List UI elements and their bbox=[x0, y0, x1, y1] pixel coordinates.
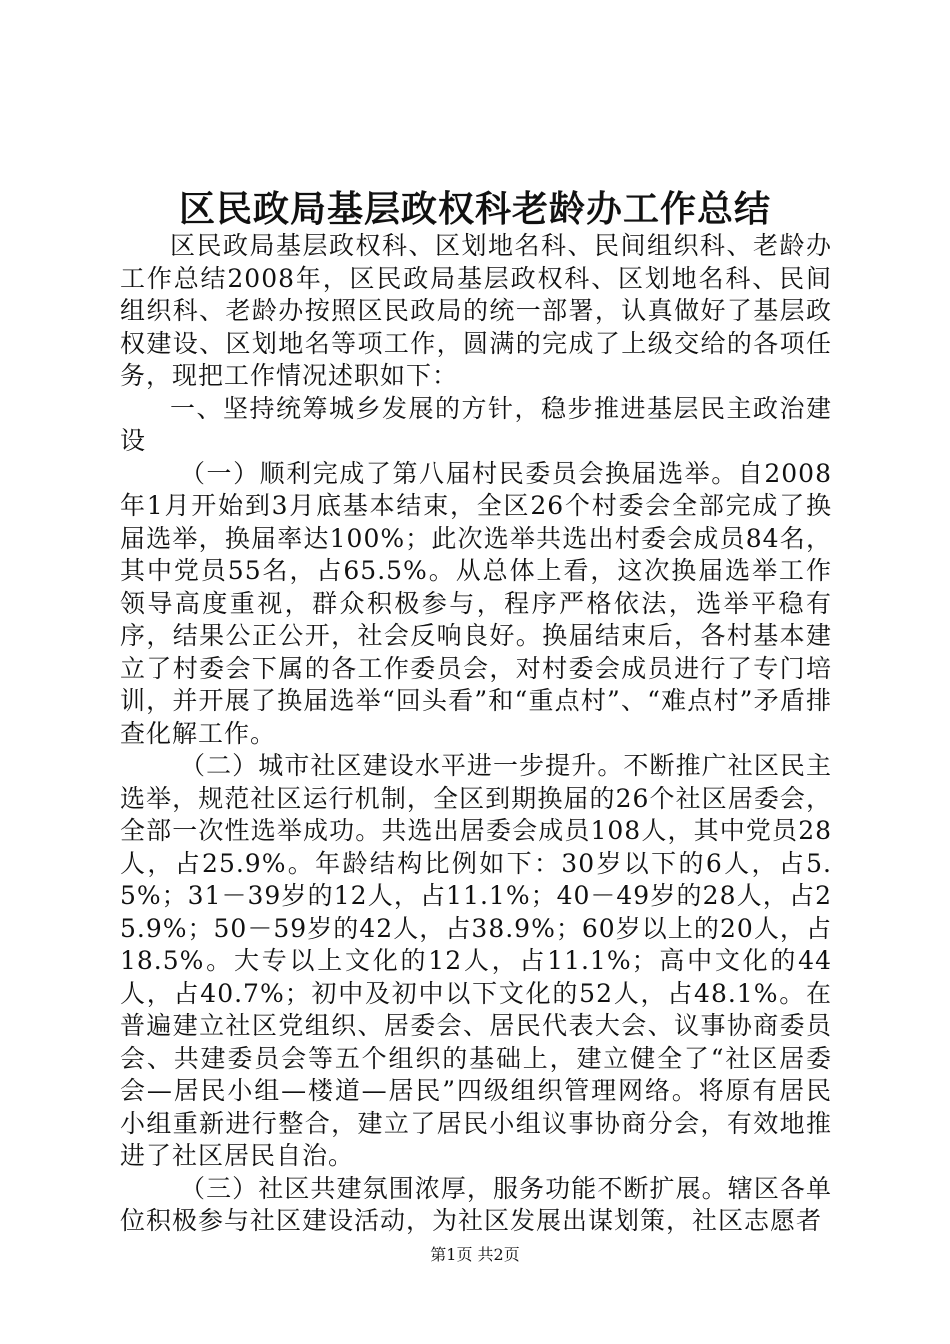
document-body bbox=[120, 230, 832, 1238]
subsection-paragraph-1: （一）顺利完成了第八届村民委员会换届选举。自2008年1月开始到3月底基本结束，全区26个村委会全部完成了换届选举，换届率达100%；此次选举共选出村委会成员84名，其中党员55名，占65.5%。从总体上看，这次换届选举工作领导高度重视，群众积极参与，程序严格依法，选举平稳有序，结果公正公开，社会反响良好。换届结束后，各村基本建立了村委会下属的各工作委员会，对村委会成员进行了专门培训，并开展了换届选举“回头看”和“重点村”、“难点村”矛盾排查化解工作。 bbox=[120, 458, 832, 748]
intro-paragraph: 区民政局基层政权科、区划地名科、民间组织科、老龄办工作总结2008年，区民政局基层政权科、区划地名科、民间组织科、老龄办按照区民政局的统一部署，认真做好了基层政权建设、区划地名等项工作，圆满的完成了上级交给的各项任务，现把工作情况述职如下： bbox=[120, 231, 832, 390]
page-footer: 第1页 共2页 bbox=[430, 1245, 520, 1264]
section-heading: 一、坚持统筹城乡发展的方针，稳步推进基层民主政治建设 bbox=[120, 393, 832, 455]
subsection-paragraph-3: （三）社区共建氛围浓厚，服务功能不断扩展。辖区各单位积极参与社区建设活动，为社区发展出谋划策，社区志愿者 bbox=[120, 1173, 832, 1235]
subsection-paragraph-2: （二）城市社区建设水平进一步提升。不断推广社区民主选举，规范社区运行机制，全区到期换届的26个社区居委会，全部一次性选举成功。共选出居委会成员108人，其中党员28人，占25.9%。年龄结构比例如下：30岁以下的6人，占5.5%；31－39岁的12人，占11.1%；40－49岁的28人，占25.9%；50－59岁的42人，占38.9%；60岁以上的20人，占18.5%。大专以上文化的12人，占11.1%；高中文化的44人，占40.7%；初中及初中以下文化的52人，占48.1%。在普遍建立社区党组织、居委会、居民代表大会、议事协商委员会、共建委员会等五个组织的基础上，建立健全了“社区居委会—居民小组—楼道—居民”四级组织管理网络。将原有居民小组重新进行整合，建立了居民小组议事协商分会，有效地推进了社区居民自治。 bbox=[120, 751, 832, 1170]
document-title: 区民政局基层政权科老龄办工作总结 bbox=[178, 188, 771, 230]
